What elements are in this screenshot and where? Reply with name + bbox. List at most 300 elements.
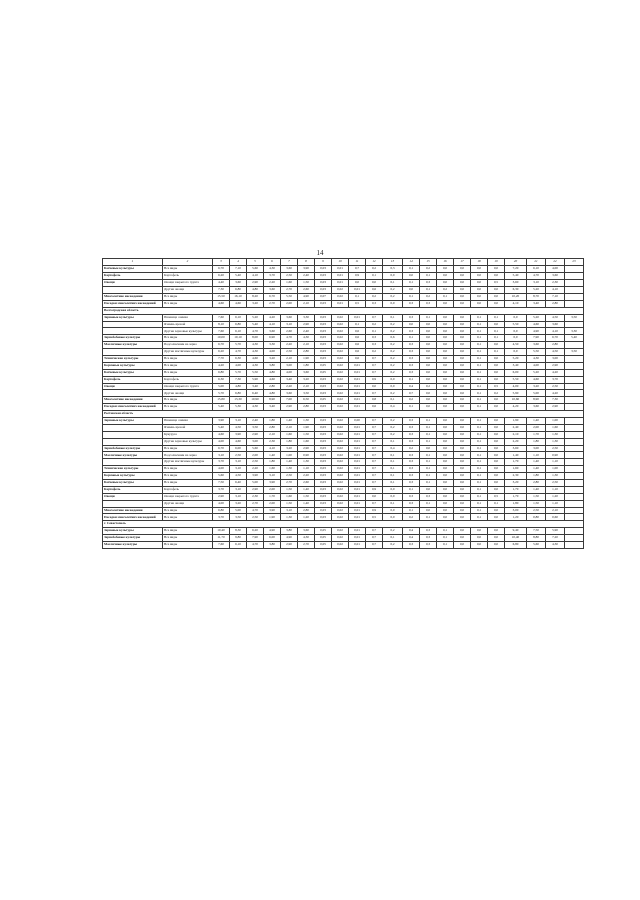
value-cell: 0,0 (437, 376, 454, 383)
value-cell: 0,0 (437, 493, 454, 500)
value-cell: 0,0 (437, 445, 454, 452)
value-cell: 3,60 (527, 342, 546, 349)
value-cell: 1,90 (264, 514, 281, 521)
crop-cell (103, 390, 163, 397)
column-number-cell: 2 (163, 259, 213, 266)
value-cell: 0,01 (332, 266, 349, 273)
value-cell: 0,07 (315, 293, 332, 300)
value-cell: 0,0 (454, 473, 471, 480)
value-cell: 6,00 (264, 535, 281, 542)
variety-cell: Все виды (163, 300, 213, 307)
value-cell: 0,02 (332, 369, 349, 376)
value-cell: 4,00 (213, 500, 230, 507)
value-cell: 6,10 (527, 266, 546, 273)
value-cell: 4,00 (527, 362, 546, 369)
value-cell: 6,20 (213, 273, 230, 280)
value-cell: 3,90 (213, 417, 230, 424)
value-cell: 0,0 (437, 404, 454, 411)
value-cell: 1,60 (505, 466, 527, 473)
value-cell: 4,50 (230, 473, 247, 480)
value-cell: 0,0 (454, 328, 471, 335)
value-cell: 0,1 (471, 397, 488, 404)
crop-cell: Овощи (103, 383, 163, 390)
value-cell: 0,7 (366, 431, 383, 438)
value-cell: 2,50 (281, 273, 298, 280)
value-cell: 2,10 (281, 424, 298, 431)
value-cell: 3,20 (247, 300, 264, 307)
value-cell: 4,60 (527, 376, 546, 383)
value-cell: 0,5 (366, 514, 383, 521)
table-row (103, 349, 584, 356)
value-cell: 0,01 (349, 314, 366, 321)
value-cell: 0,8 (366, 397, 383, 404)
table-row (103, 528, 584, 535)
value-cell: 8,90 (264, 397, 281, 404)
value-cell: 0,0 (488, 300, 505, 307)
variety-cell: Все виды (163, 335, 213, 342)
value-cell: 0,0 (471, 266, 488, 273)
value-cell: 0,3 (420, 280, 437, 287)
value-cell: 1,30 (298, 459, 315, 466)
value-cell: 4,00 (546, 266, 565, 273)
value-cell: 2,40 (298, 328, 315, 335)
value-cell: 6,70 (264, 293, 281, 300)
value-cell: 1,10 (527, 452, 546, 459)
table-row (103, 535, 584, 542)
value-cell: 0,1 (403, 266, 420, 273)
value-cell: 1,50 (298, 280, 315, 287)
value-cell: 3,50 (565, 314, 584, 321)
value-cell: 0,05 (315, 528, 332, 535)
value-cell: 0,6 (349, 355, 366, 362)
variety-cell: Другие зерновые культуры (163, 328, 213, 335)
value-cell: 0,03 (315, 390, 332, 397)
value-cell: 3,60 (264, 328, 281, 335)
variety-cell: Ячмень яровой (163, 424, 213, 431)
variety-cell: Картофель (163, 486, 213, 493)
value-cell: 0,1 (471, 328, 488, 335)
value-cell: 3,80 (264, 362, 281, 369)
value-cell: 1,90 (298, 424, 315, 431)
value-cell: 5,60 (527, 542, 546, 549)
column-number-cell: 18 (471, 259, 488, 266)
value-cell: 2,60 (298, 480, 315, 487)
value-cell: 0,3 (420, 493, 437, 500)
value-cell: 0,01 (349, 287, 366, 294)
value-cell: 2,30 (264, 438, 281, 445)
value-cell: 0,1 (471, 362, 488, 369)
crop-cell: Зерновые культуры (103, 528, 163, 535)
value-cell: 0,0 (437, 273, 454, 280)
value-cell: 5,40 (213, 404, 230, 411)
value-cell: 3,20 (230, 500, 247, 507)
value-cell: 0,05 (315, 535, 332, 542)
value-cell: 5,30 (230, 404, 247, 411)
value-cell: 0,0 (488, 473, 505, 480)
value-cell: 6,20 (247, 528, 264, 535)
value-cell: 0,2 (403, 397, 420, 404)
value-cell: 0,1 (403, 507, 420, 514)
value-cell: 0,01 (349, 473, 366, 480)
value-cell: 2,70 (298, 542, 315, 549)
value-cell: 0,9 (366, 376, 383, 383)
value-cell: 0,03 (315, 335, 332, 342)
value-cell: 4,20 (546, 390, 565, 397)
value-cell: 1,30 (546, 438, 565, 445)
value-cell: 0,1 (437, 542, 454, 549)
value-cell: 2,70 (281, 287, 298, 294)
value-cell: 0,7 (366, 369, 383, 376)
value-cell: 2,80 (298, 404, 315, 411)
value-cell: 0,7 (366, 390, 383, 397)
value-cell (565, 287, 584, 294)
value-cell: 1,90 (505, 417, 527, 424)
value-cell: 6,40 (247, 390, 264, 397)
value-cell: 7,00 (281, 397, 298, 404)
value-cell: 2,90 (298, 321, 315, 328)
value-cell: 5,20 (527, 369, 546, 376)
value-cell: 0,2 (383, 362, 403, 369)
value-cell: 3,10 (230, 493, 247, 500)
value-cell: 4,90 (298, 293, 315, 300)
value-cell: 1,60 (546, 424, 565, 431)
value-cell: 3,80 (281, 528, 298, 535)
value-cell: 0,0 (454, 452, 471, 459)
table-row (103, 390, 584, 397)
value-cell: 6,40 (230, 480, 247, 487)
value-cell: 0,2 (420, 293, 437, 300)
crop-cell: Бахчевые культуры (103, 369, 163, 376)
value-cell: 2,10 (298, 300, 315, 307)
value-cell: 1,50 (281, 500, 298, 507)
value-cell: 0,01 (349, 452, 366, 459)
value-cell: 0,02 (332, 383, 349, 390)
value-cell: 0,0 (437, 486, 454, 493)
value-cell: 4,60 (213, 431, 230, 438)
value-cell: 0,1 (383, 535, 403, 542)
value-cell: 0,7 (366, 314, 383, 321)
crop-cell: Зернобобовые культуры (103, 535, 163, 542)
variety-cell: Пшеница озимая (163, 314, 213, 321)
value-cell: 6,90 (264, 335, 281, 342)
value-cell: 0,1 (349, 321, 366, 328)
variety-cell: Все виды (163, 445, 213, 452)
value-cell: 0,2 (366, 321, 383, 328)
region-row (103, 307, 584, 314)
value-cell: 0,02 (332, 335, 349, 342)
table-row (103, 287, 584, 294)
value-cell: 0,0 (383, 493, 403, 500)
value-cell: 4,30 (298, 535, 315, 542)
value-cell: 3,50 (230, 514, 247, 521)
value-cell: 8,90 (527, 397, 546, 404)
value-cell: 0,0 (471, 273, 488, 280)
value-cell: 0,0 (454, 417, 471, 424)
value-cell: 0,0 (488, 266, 505, 273)
value-cell: 6,70 (213, 342, 230, 349)
value-cell: 0,1 (420, 473, 437, 480)
value-cell: 0,0 (454, 438, 471, 445)
value-cell: 0,1 (488, 328, 505, 335)
value-cell: 0,3 (403, 480, 420, 487)
value-cell: 1,30 (298, 417, 315, 424)
value-cell: 6,30 (213, 376, 230, 383)
value-cell: 0,0 (454, 493, 471, 500)
value-cell: 0,03 (315, 300, 332, 307)
value-cell: 0,03 (315, 383, 332, 390)
value-cell: 0,0 (454, 280, 471, 287)
value-cell: 0,0 (420, 390, 437, 397)
value-cell: 3,00 (247, 438, 264, 445)
value-cell: 0,4 (403, 528, 420, 535)
value-cell: 0,0 (488, 514, 505, 521)
variety-cell: Все виды (163, 355, 213, 362)
value-cell: 5,50 (505, 376, 527, 383)
value-cell: 0,0 (488, 438, 505, 445)
value-cell: 3,60 (505, 280, 527, 287)
value-cell: 2,00 (264, 500, 281, 507)
value-cell (565, 452, 584, 459)
column-number-cell: 16 (437, 259, 454, 266)
value-cell: 0,0 (383, 376, 403, 383)
value-cell: 4,70 (247, 328, 264, 335)
value-cell: 5,00 (527, 390, 546, 397)
variety-cell: Другие овощи (163, 390, 213, 397)
value-cell: 2,40 (247, 417, 264, 424)
column-number-cell: 23 (565, 259, 584, 266)
value-cell: 3,00 (281, 362, 298, 369)
value-cell: 0,7 (366, 445, 383, 452)
value-cell: 0,7 (366, 480, 383, 487)
value-cell: 1,30 (281, 514, 298, 521)
value-cell: 0,0 (454, 486, 471, 493)
value-cell: 0,02 (332, 321, 349, 328)
crop-cell: Масличные культуры (103, 452, 163, 459)
value-cell: 0,1 (471, 445, 488, 452)
value-cell: 0,01 (349, 390, 366, 397)
value-cell: 5,60 (247, 445, 264, 452)
value-cell: 4,00 (213, 438, 230, 445)
value-cell: 0,3 (403, 473, 420, 480)
value-cell: 0,3 (420, 528, 437, 535)
value-cell: 3,60 (264, 287, 281, 294)
value-cell: 8,70 (527, 293, 546, 300)
value-cell: 0,6 (366, 287, 383, 294)
value-cell: 0,02 (332, 466, 349, 473)
value-cell: 4,60 (230, 438, 247, 445)
value-cell (565, 342, 584, 349)
value-cell: 2,00 (264, 486, 281, 493)
value-cell: 5,20 (505, 355, 527, 362)
value-cell: 3,50 (565, 349, 584, 356)
value-cell: 0,0 (437, 480, 454, 487)
value-cell: 1,40 (527, 466, 546, 473)
value-cell: 0,1 (420, 480, 437, 487)
value-cell: 3,60 (230, 280, 247, 287)
value-cell: 0,3 (403, 500, 420, 507)
table-row (103, 480, 584, 487)
value-cell: 3,20 (505, 480, 527, 487)
crop-cell: Картофель (103, 376, 163, 383)
value-cell: 1,70 (264, 493, 281, 500)
value-cell: 0,01 (349, 466, 366, 473)
table-row (103, 369, 584, 376)
value-cell: 0,7 (366, 452, 383, 459)
value-cell: 0,02 (332, 431, 349, 438)
crop-cell: Масличные культуры (103, 342, 163, 349)
value-cell: 3,60 (505, 445, 527, 452)
value-cell: 0,02 (332, 542, 349, 549)
variety-cell: Все виды (163, 514, 213, 521)
value-cell: 2,50 (527, 507, 546, 514)
crop-cell (103, 321, 163, 328)
value-cell: 0,3 (420, 300, 437, 307)
value-cell: 3,50 (247, 424, 264, 431)
value-cell: 0,7 (366, 542, 383, 549)
column-number-cell: 13 (383, 259, 403, 266)
value-cell: 4,30 (546, 542, 565, 549)
value-cell: 0,7 (366, 424, 383, 431)
value-cell: 1,40 (505, 452, 527, 459)
value-cell: 0,1 (366, 328, 383, 335)
value-cell: 1,80 (264, 417, 281, 424)
value-cell: 3,30 (565, 328, 584, 335)
value-cell: 0,01 (349, 528, 366, 535)
value-cell: 0,0 (454, 514, 471, 521)
value-cell: 0,3 (383, 266, 403, 273)
value-cell: 0,02 (332, 362, 349, 369)
value-cell: 16,10 (230, 293, 247, 300)
value-cell: 0,0 (437, 369, 454, 376)
value-cell: 0,0 (488, 535, 505, 542)
value-cell: 0,0 (437, 473, 454, 480)
variety-cell: Все виды (163, 528, 213, 535)
value-cell: 2,90 (546, 404, 565, 411)
value-cell: 0,3 (403, 417, 420, 424)
value-cell: 2,90 (247, 280, 264, 287)
value-cell: 0,5 (488, 383, 505, 390)
crop-cell: Посадки многолетних насаждений (103, 514, 163, 521)
value-cell: 8,80 (527, 535, 546, 542)
crop-cell (103, 431, 163, 438)
value-cell: 0,7 (366, 528, 383, 535)
value-cell: 0,02 (332, 493, 349, 500)
table-row (103, 280, 584, 287)
value-cell: 4,20 (505, 404, 527, 411)
value-cell: 0,0 (454, 542, 471, 549)
table-row (103, 493, 584, 500)
value-cell: 0,03 (315, 376, 332, 383)
column-number-cell: 6 (264, 259, 281, 266)
value-cell: 5,40 (565, 335, 584, 342)
value-cell: 0,1 (403, 280, 420, 287)
value-cell: 4,30 (247, 404, 264, 411)
value-cell: 0,0 (454, 321, 471, 328)
variety-cell: Подсолнечник на зерно (163, 452, 213, 459)
value-cell: 7,50 (213, 480, 230, 487)
value-cell: 5,50 (505, 321, 527, 328)
value-cell: 1,40 (298, 500, 315, 507)
column-number-cell: 5 (247, 259, 264, 266)
value-cell: 3,70 (213, 486, 230, 493)
value-cell: 4,30 (247, 362, 264, 369)
value-cell: 0,0 (437, 390, 454, 397)
crop-cell: Зернобобовые культуры (103, 335, 163, 342)
value-cell: 8,20 (247, 293, 264, 300)
column-number-cell: 7 (281, 259, 298, 266)
value-cell: 0,0 (420, 355, 437, 362)
value-cell: 0,7 (403, 390, 420, 397)
value-cell: 0,01 (332, 273, 349, 280)
value-cell: 3,50 (298, 390, 315, 397)
value-cell: 0,0 (437, 397, 454, 404)
value-cell: 0,0 (437, 431, 454, 438)
crop-cell: Посадки многолетних насаждений (103, 404, 163, 411)
value-cell: 7,30 (230, 376, 247, 383)
value-cell: 0,02 (332, 314, 349, 321)
variety-cell: Другие масличные культуры (163, 459, 213, 466)
value-cell: 0,1 (471, 438, 488, 445)
value-cell: 3,60 (546, 321, 565, 328)
value-cell: 0,0 (505, 314, 527, 321)
value-cell: 4,90 (527, 328, 546, 335)
value-cell: 7,10 (230, 266, 247, 273)
value-cell: 0,0 (383, 514, 403, 521)
variety-cell: Все виды (163, 473, 213, 480)
value-cell: 6,80 (213, 507, 230, 514)
value-cell: 0,02 (332, 417, 349, 424)
column-number-cell: 20 (505, 259, 527, 266)
value-cell (565, 397, 584, 404)
value-cell: 0,1 (471, 342, 488, 349)
value-cell: 7,60 (213, 314, 230, 321)
column-number-cell: 22 (546, 259, 565, 266)
value-cell: 0,7 (366, 438, 383, 445)
value-cell: 3,40 (505, 362, 527, 369)
value-cell: 0,0 (437, 438, 454, 445)
value-cell: 4,40 (213, 280, 230, 287)
value-cell: 0,7 (366, 362, 383, 369)
value-cell: 0,0 (454, 266, 471, 273)
value-cell: 0,0 (349, 280, 366, 287)
value-cell: 0,0 (454, 355, 471, 362)
value-cell: 2,60 (281, 328, 298, 335)
value-cell: 0,05 (315, 369, 332, 376)
value-cell: 0,0 (488, 452, 505, 459)
value-cell: 0,02 (332, 480, 349, 487)
value-cell: 0,5 (488, 280, 505, 287)
region-name: г. Севастополь (103, 521, 584, 528)
value-cell: 1,70 (505, 486, 527, 493)
value-cell: 4,70 (230, 349, 247, 356)
value-cell: 7,90 (527, 335, 546, 342)
value-cell: 0,1 (383, 397, 403, 404)
variety-cell: Все виды (163, 404, 213, 411)
table-row (103, 383, 584, 390)
value-cell: 3,60 (281, 266, 298, 273)
variety-cell: Все виды (163, 293, 213, 300)
value-cell: 0,0 (488, 542, 505, 549)
variety-cell: Картофель (163, 376, 213, 383)
crop-cell: Кормовые культуры (103, 362, 163, 369)
table-row (103, 362, 584, 369)
value-cell: 2,90 (247, 431, 264, 438)
table-row (103, 438, 584, 445)
value-cell: 4,50 (505, 342, 527, 349)
value-cell (565, 424, 584, 431)
value-cell: 0,0 (420, 342, 437, 349)
value-cell: 10,60 (505, 397, 527, 404)
